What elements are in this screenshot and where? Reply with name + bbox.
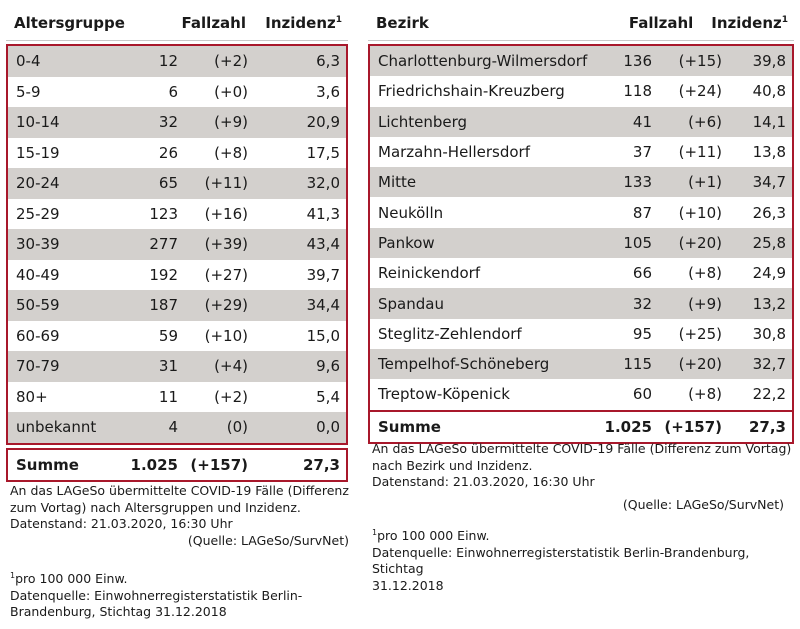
row-count: 31 [158,357,178,376]
row-label: 80+ [16,387,48,406]
row-delta: (+29) [204,296,248,315]
caption-line: An das LAGeSo übermittelte COVID-19 Fälle (Differenz [10,483,349,498]
row-label: 5-9 [16,82,41,101]
row-label: Charlottenburg-Wilmersdorf [378,52,588,71]
row-label: Pankow [378,233,435,252]
row-incidence: 43,4 [306,235,340,254]
right-caption [372,441,792,513]
row-label: Steglitz-Zehlendorf [378,324,522,343]
sum-row [370,412,792,442]
caption-line: An das LAGeSo übermittelte COVID-19 Fälle (Differenz zum Vortag) [372,441,792,456]
row-incidence: 13,2 [752,294,786,313]
row-incidence: 14,1 [752,112,786,131]
row-incidence: 32,0 [306,174,340,193]
source-note: (Quelle: LAGeSo/SurvNet) [187,532,349,548]
row-label: 10-14 [16,113,60,132]
row-label: Reinickendorf [378,264,481,283]
table-row [8,382,346,413]
row-incidence: 25,8 [752,233,786,252]
table-row [8,46,346,77]
sum-incidence: 27,3 [748,417,786,436]
row-delta: (+39) [204,235,248,254]
table-row [8,229,346,260]
row-incidence: 34,4 [306,296,340,315]
row-delta: (+9) [214,113,248,132]
row-count: 6 [168,82,178,101]
row-incidence: 5,4 [316,387,340,406]
row-delta: (+11) [204,174,248,193]
row-label: Neukölln [378,203,444,222]
row-count: 105 [623,233,652,252]
source-note: (Quelle: LAGeSo/SurvNet) [622,496,784,512]
row-incidence: 17,5 [306,143,340,162]
row-label: Marzahn-Hellersdorf [378,143,530,162]
row-count: 187 [149,296,178,315]
row-delta: (+1) [688,173,722,192]
row-label: Tempelhof-Schöneberg [378,355,550,374]
table-row [8,412,346,443]
header-fallzahl: Fallzahl [181,14,246,32]
footnote-line: Datenquelle: Einwohnerregisterstatistik Berlin- [10,587,303,603]
header-fallzahl: Fallzahl [628,14,694,32]
row-incidence: 34,7 [752,173,786,192]
row-incidence: 39,7 [306,265,340,284]
footnote-line: Brandenburg, Stichtag 31.12.2018 [10,604,227,620]
row-count: 277 [149,235,178,254]
table-row [370,167,792,197]
caption-line: zum Vortag) nach Altersgruppen und Inzidenz. [10,499,301,515]
row-incidence: 0,0 [316,418,340,437]
row-delta: (+8) [688,264,722,283]
row-count: 32 [158,113,178,132]
row-count: 118 [623,82,652,101]
row-delta: (+6) [688,112,722,131]
table-row [8,107,346,138]
row-delta: (+2) [214,52,248,71]
row-incidence: 22,2 [752,385,786,404]
row-delta: (+16) [204,204,248,223]
row-delta: (+9) [688,294,722,313]
footnote-line: 31.12.2018 [372,577,444,593]
table-row [8,77,346,108]
row-count: 32 [632,294,652,313]
row-count: 115 [623,355,652,374]
table-header [6,0,348,41]
footnote-line: Datenquelle: Einwohnerregisterstatistik Berlin-Brandenburg, Stichtag [372,544,750,577]
table-row [8,199,346,230]
row-delta: (+8) [688,385,722,404]
row-label: 20-24 [16,174,60,193]
row-delta: (+27) [204,265,248,284]
row-incidence: 13,8 [752,143,786,162]
row-incidence: 26,3 [752,203,786,222]
row-label: 30-39 [16,235,60,254]
row-incidence: 15,0 [306,326,340,345]
table-row [8,321,346,352]
right-footnote [372,525,792,594]
row-label: Spandau [378,294,444,313]
row-incidence: 32,7 [752,355,786,374]
left-footnote [10,568,355,621]
row-delta: (+24) [678,82,722,101]
row-delta: (+20) [678,355,722,374]
row-incidence: 30,8 [752,324,786,343]
sum-incidence: 27,3 [302,455,340,474]
caption-line: Datenstand: 21.03.2020, 16:30 Uhr [10,516,233,531]
row-count: 123 [149,204,178,223]
table-row [370,197,792,227]
district-table [364,0,800,444]
row-delta: (+10) [678,203,722,222]
row-label: Mitte [378,173,417,192]
header-altersgruppe: Altersgruppe [14,14,125,32]
sum-delta: (+157) [664,417,722,436]
row-delta: (0) [226,418,248,437]
row-delta: (+0) [214,82,248,101]
row-count: 26 [158,143,178,162]
footnote-line: $^1$pro 100 000 Einw. [372,528,490,544]
sum-count: 1.025 [604,417,652,436]
row-count: 12 [158,52,178,71]
age-group-rows [6,44,348,445]
left-caption [10,483,355,549]
sum-count: 1.025 [130,455,178,474]
table-row [370,288,792,318]
caption-line: Datenstand: 21.03.2020, 16:30 Uhr [372,474,595,489]
table-row [8,290,346,321]
sum-label: Summe [16,455,79,474]
table-row [370,107,792,137]
row-delta: (+2) [214,387,248,406]
caption-line: nach Bezirk und Inzidenz. [372,457,533,473]
sum-label: Summe [378,417,441,436]
row-incidence: 24,9 [752,264,786,283]
row-count: 59 [158,326,178,345]
row-delta: (+15) [678,52,722,71]
row-label: 50-59 [16,296,60,315]
row-count: 41 [632,112,652,131]
district-rows [368,44,794,412]
row-count: 133 [623,173,652,192]
row-count: 37 [632,143,652,162]
header-inzidenz: Inzidenz$^1$ [711,14,788,32]
row-delta: (+20) [678,233,722,252]
row-incidence: 39,8 [752,52,786,71]
row-count: 65 [158,174,178,193]
table-row [370,228,792,258]
row-count: 60 [632,385,652,404]
sum-row [6,448,348,482]
table-header [368,0,794,41]
row-label: Friedrichshain-Kreuzberg [378,82,565,101]
row-label: 0-4 [16,52,41,71]
sum-delta: (+157) [190,455,248,474]
row-delta: (+25) [678,324,722,343]
row-label: 40-49 [16,265,60,284]
row-label: Lichtenberg [378,112,468,131]
row-count: 4 [168,418,178,437]
row-count: 192 [149,265,178,284]
row-label: 70-79 [16,357,60,376]
row-count: 95 [632,324,652,343]
row-label: 60-69 [16,326,60,345]
row-count: 11 [158,387,178,406]
sum-row-box [368,412,794,444]
row-count: 66 [632,264,652,283]
table-row [8,351,346,382]
table-row [8,138,346,169]
row-delta: (+11) [678,143,722,162]
table-row [370,258,792,288]
row-incidence: 6,3 [316,52,340,71]
header-inzidenz: Inzidenz$^1$ [265,14,342,32]
row-label: 15-19 [16,143,60,162]
row-label: unbekannt [16,418,97,437]
row-incidence: 20,9 [306,113,340,132]
table-row [370,319,792,349]
table-row [8,260,346,291]
row-incidence: 3,6 [316,82,340,101]
header-bezirk: Bezirk [376,14,429,32]
row-incidence: 41,3 [306,204,340,223]
row-label: Treptow-Köpenick [378,385,510,404]
row-delta: (+4) [214,357,248,376]
row-incidence: 40,8 [752,82,786,101]
table-row [8,168,346,199]
table-row [370,379,792,409]
table-row [370,349,792,379]
row-count: 136 [623,52,652,71]
age-group-table [0,0,356,482]
row-label: 25-29 [16,204,60,223]
row-count: 87 [632,203,652,222]
table-row [370,46,792,76]
row-incidence: 9,6 [316,357,340,376]
footnote-line: $^1$pro 100 000 Einw. [10,571,128,587]
row-delta: (+8) [214,143,248,162]
table-row [370,76,792,106]
row-delta: (+10) [204,326,248,345]
table-row [370,137,792,167]
